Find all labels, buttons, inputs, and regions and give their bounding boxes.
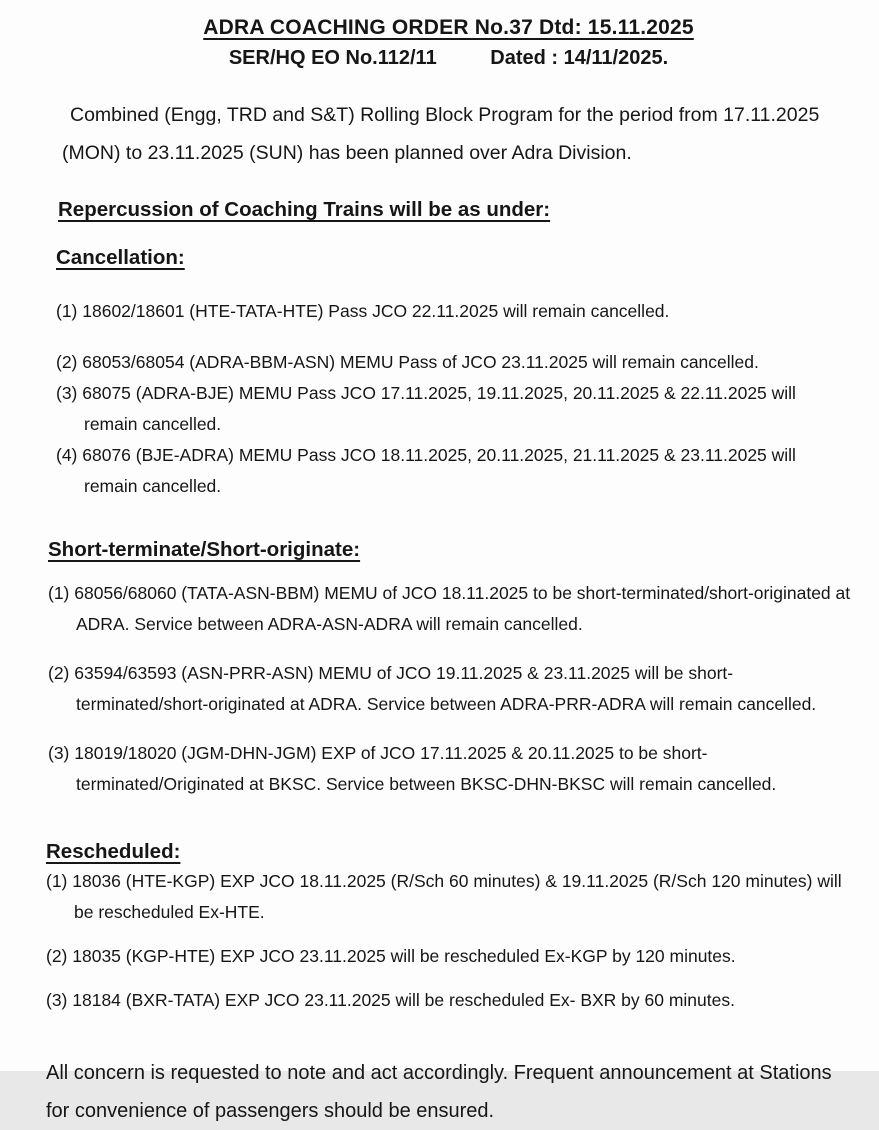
cancellation-heading: Cancellation: xyxy=(56,246,185,269)
rescheduled-heading: Rescheduled: xyxy=(46,840,181,863)
doc-ref-number: SER/HQ EO No.112/11 xyxy=(228,47,437,69)
cancellation-item: (1) 18602/18601 (HTE-TATA-HTE) Pass JCO 22.11.2025 will remain cancelled. xyxy=(56,301,670,321)
short-terminate-item: (3) 18019/18020 (JGM-DHN-JGM) EXP of JCO 17.11.2025 & 20.11.2025 to be short-terminated/Originated at BKSC. Service between BKSC-DHN-BKSC will remain cancelled. xyxy=(48,743,777,794)
section-rescheduled xyxy=(46,840,851,1016)
doc-title: ADRA COACHING ORDER No.37 Dtd: 15.11.2025 xyxy=(203,16,694,39)
rescheduled-item: (1) 18036 (HTE-KGP) EXP JCO 18.11.2025 (R/Sch 60 minutes) & 19.11.2025 (R/Sch 120 minutes) will be rescheduled Ex-HTE. xyxy=(46,871,842,922)
document-header xyxy=(46,16,851,70)
cancellation-item: (4) 68076 (BJE-ADRA) MEMU Pass JCO 18.11.2025, 20.11.2025, 21.11.2025 & 23.11.2025 will remain cancelled. xyxy=(56,445,796,496)
closing-paragraph: All concern is requested to note and act accordingly. Frequent announcement at Stations for convenience of passengers should be ensured. xyxy=(46,1062,832,1122)
rescheduled-item: (2) 18035 (KGP-HTE) EXP JCO 23.11.2025 will be rescheduled Ex-KGP by 120 minutes. xyxy=(46,946,736,966)
repercussion-heading: Repercussion of Coaching Trains will be as under: xyxy=(58,198,551,221)
rescheduled-item: (3) 18184 (BXR-TATA) EXP JCO 23.11.2025 will be rescheduled Ex- BXR by 60 minutes. xyxy=(46,990,735,1010)
cancellation-item: (2) 68053/68054 (ADRA-BBM-ASN) MEMU Pass of JCO 23.11.2025 will remain cancelled. xyxy=(56,352,759,372)
doc-subtitle xyxy=(46,47,851,70)
section-short-terminate xyxy=(48,538,851,800)
short-terminate-item: (1) 68056/68060 (TATA-ASN-BBM) MEMU of JCO 18.11.2025 to be short-terminated/short-originated at ADRA. Service between ADRA-ASN-ADRA will remain cancelled. xyxy=(48,583,851,634)
short-terminate-heading: Short-terminate/Short-originate: xyxy=(48,538,361,561)
cancellation-item: (3) 68075 (ADRA-BJE) MEMU Pass JCO 17.11.2025, 19.11.2025, 20.11.2025 & 22.11.2025 will remain cancelled. xyxy=(56,383,796,434)
section-cancellation xyxy=(56,246,851,502)
doc-date: Dated : 14/11/2025. xyxy=(490,47,669,69)
short-terminate-item: (2) 63594/63593 (ASN-PRR-ASN) MEMU of JCO 19.11.2025 & 23.11.2025 will be short-terminated/short-originated at ADRA. Service between ADRA-PRR-ADRA will remain cancelled. xyxy=(48,663,817,714)
intro-paragraph: Combined (Engg, TRD and S&T) Rolling Block Program for the period from 17.11.2025 (MON) to 23.11.2025 (SUN) has been planned over Adra Division. xyxy=(62,104,820,164)
